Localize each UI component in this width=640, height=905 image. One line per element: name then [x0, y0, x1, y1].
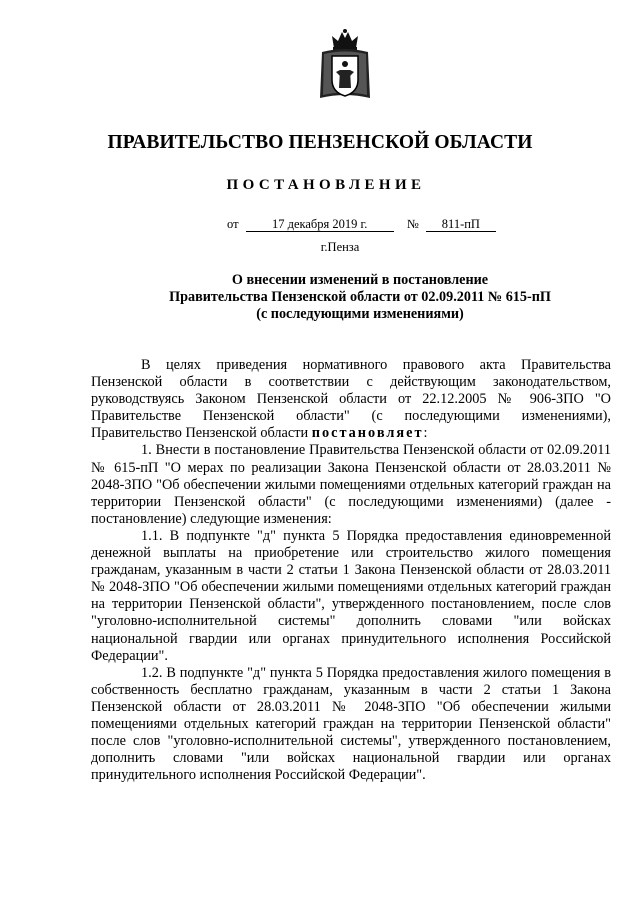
city: г.Пенза: [320, 240, 360, 254]
preamble-end: :: [423, 425, 428, 442]
preamble-keyword: постановляет: [311, 425, 424, 442]
penza-coat-of-arms-icon: [318, 28, 372, 102]
subject-line-2: Правительства Пензенской области от 02.09.2011 № 615-пП: [169, 289, 551, 305]
paragraph-1-2: 1.2. В подпункте "д" пункта 5 Порядка предоставления жилого помещения в собственность бесплатно гражданам, указанным в части 2 статьи 1 Закона Пензенской области от 28.03.2011 № 2048-ЗПО "Об обеспечении жилыми помещениями отдельных категорий граждан на территории Пензенской области" после слов "уголовно-исполнительной системы", утвержденного постановлением, дополнить словами "или войсках национальной гвардии или органах принудительного исполнения Российской Федерации".: [91, 664, 611, 784]
date-prefix: от: [227, 217, 239, 231]
paragraph-1-1: 1.1. В подпункте "д" пункта 5 Порядка предоставления единовременной денежной выплаты на приобретение или строительство жилого помещения гражданам, указанным в части 2 статьи 1 Закона Пензенской области от 28.03.2011 № 2048-ЗПО "Об обеспечении жилыми помещениями отдельных категорий граждан на территории Пензенской области", утвержденного постановлением, после слов "уголовно-исполнительной системы" дополнить словами "или войсках национальной гвардии или органах принудительного исполнения Российской Федерации".: [91, 527, 611, 664]
document-number: 811-пП: [426, 217, 496, 232]
paragraph-1: 1. Внести в постановление Правительства Пензенской области от 02.09.2011 № 615-пП "О мерах по реализации Закона Пензенской области от 28.03.2011 № 2048-ЗПО "Об обеспечении жилыми помещениями отдельных категорий граждан на территории Пензенской области" (с последующими изменениями) (далее - постановление) следующие изменения:: [91, 442, 611, 527]
preamble-paragraph: [91, 357, 611, 442]
subject-line-1: О внесении изменений в постановление: [231, 272, 489, 288]
document-type: ПОСТАНОВЛЕНИЕ: [226, 177, 426, 193]
document-body: [91, 357, 611, 784]
number-prefix: №: [406, 217, 419, 231]
document-date: 17 декабря 2019 г.: [246, 217, 394, 232]
date-number-line: [227, 217, 496, 232]
government-title: ПРАВИТЕЛЬСТВО ПЕНЗЕНСКОЙ ОБЛАСТИ: [107, 132, 533, 153]
document-subject: [60, 272, 640, 323]
subject-line-3: (с последующими изменениями): [256, 306, 464, 322]
preamble-text: В целях приведения нормативного правового акта Правительства Пензенской области в соответствии с действующим законодательством, руководствуясь Законом Пензенской области от 22.12.2005 № 906-ЗПО "О Правительстве Пензенской области" (с последующими изменениями), Правительство Пензенской области: [91, 357, 611, 442]
